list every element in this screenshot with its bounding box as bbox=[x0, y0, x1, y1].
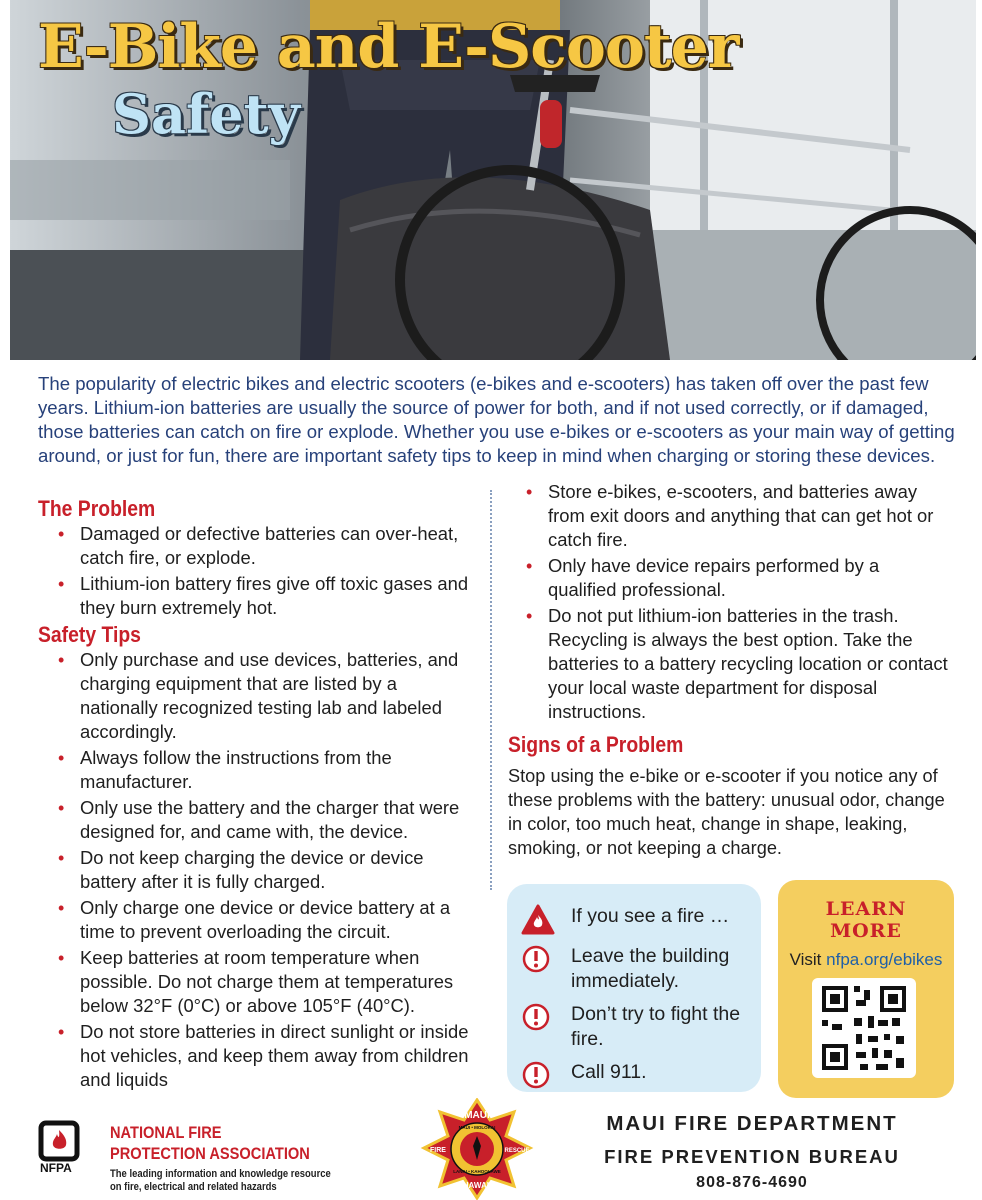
hero-photo bbox=[10, 0, 976, 360]
list-item: • Keep batteries at room temperature when possible. Do not charge them at temperatures below 32°F (0°C) or above 105°F (40°C). bbox=[38, 946, 478, 1018]
list-item: • Always follow the instructions from the manufacturer. bbox=[38, 746, 478, 794]
maui-fire-seal bbox=[418, 1098, 536, 1200]
problem-heading: The Problem bbox=[38, 496, 156, 521]
list-item: • Do not put lithium-ion batteries in the trash. Recycling is always the best option. Take the batteries to a battery recycling location or contact your local waste department for disposal instructions. bbox=[508, 604, 948, 724]
column-divider bbox=[490, 490, 492, 890]
left-column bbox=[38, 496, 478, 1094]
list-item: • Do not keep charging the device or device battery after it is fully charged. bbox=[38, 846, 478, 894]
list-item: • Damaged or defective batteries can over-heat, catch fire, or explode. bbox=[38, 522, 478, 570]
rear-light bbox=[540, 100, 562, 148]
intro-paragraph: The popularity of electric bikes and electric scooters (e-bikes and e-scooters) has taken off over the past few years. Lithium-ion batteries are usually the source of power for both, and if not used correctly, or if damaged, those batteries can catch on fire or explode. Whether you use e-bikes or e-scooters as your main way of getting around, or just for fun, there are important safety tips to keep in mind when charging or storing these devices. bbox=[38, 373, 955, 466]
page-title-line2: Safety bbox=[112, 82, 300, 146]
safety-tips-heading: Safety Tips bbox=[38, 622, 141, 647]
signs-heading: Signs of a Problem bbox=[508, 732, 684, 757]
learn-more-box bbox=[778, 880, 954, 1098]
alert-icon bbox=[521, 1060, 551, 1095]
fire-step-row bbox=[521, 1002, 751, 1052]
fire-title-row bbox=[521, 904, 751, 941]
nfpa-ebikes-link[interactable]: nfpa.org/ebikes bbox=[826, 950, 943, 969]
nfpa-abbrev: NFPA bbox=[40, 1161, 72, 1174]
svg-text:FIRE: FIRE bbox=[430, 1147, 446, 1154]
safety-tips-list-continued bbox=[508, 480, 948, 724]
fire-step-text: Call 911. bbox=[571, 1061, 647, 1083]
learn-more-label: LEARN MORE bbox=[825, 898, 907, 942]
list-item: • Store e-bikes, e-scooters, and batteries away from exit doors and anything that can get hot or catch fire. bbox=[508, 480, 948, 552]
signs-text: Stop using the e-bike or e-scooter if you notice any of these problems with the battery: unusual odor, change in color, too much heat, change in shape, leaking, smoking, or not keeping a charge. bbox=[508, 766, 945, 858]
fire-box-title: If you see a fire … bbox=[571, 905, 730, 927]
problem-list bbox=[38, 522, 478, 620]
learn-more-visit: Visit nfpa.org/ebikes bbox=[789, 950, 943, 969]
svg-text:LANAI • KAHOOLAWE: LANAI • KAHOOLAWE bbox=[453, 1169, 501, 1174]
fire-instructions-box bbox=[507, 884, 761, 1092]
right-column bbox=[508, 480, 948, 860]
list-item: • Only have device repairs performed by a qualified professional. bbox=[508, 554, 948, 602]
page-title-line1: E-Bike and E-Scooter bbox=[38, 12, 739, 82]
list-item: • Do not store batteries in direct sunlight or inside hot vehicles, and keep them away from children and liquids bbox=[38, 1020, 478, 1092]
bureau-name: FIRE PREVENTION BUREAU bbox=[604, 1146, 900, 1167]
nfpa-tagline: The leading information and knowledge resource on fire, electrical and related hazards bbox=[110, 1168, 331, 1193]
svg-text:MAUI: MAUI bbox=[464, 1110, 490, 1121]
fire-step-text: Don’t try to fight the fire. bbox=[571, 1003, 741, 1050]
list-item: • Only charge one device or device battery at a time to prevent overloading the circuit. bbox=[38, 896, 478, 944]
nfpa-logo bbox=[38, 1120, 88, 1179]
nfpa-name: NATIONAL FIRE PROTECTION ASSOCIATION bbox=[110, 1123, 310, 1163]
fire-step-row bbox=[521, 1060, 751, 1095]
fire-warning-icon bbox=[521, 904, 551, 941]
alert-icon bbox=[521, 1002, 551, 1037]
safety-tips-list bbox=[38, 648, 478, 1092]
fire-step-row bbox=[521, 944, 751, 994]
department-name: MAUI FIRE DEPARTMENT bbox=[606, 1112, 898, 1135]
fire-step-text: Leave the building immediately. bbox=[571, 945, 730, 992]
svg-text:MAUI • MOLOKAI: MAUI • MOLOKAI bbox=[458, 1125, 496, 1130]
list-item: • Lithium-ion battery fires give off toxic gases and they burn extremely hot. bbox=[38, 572, 478, 620]
svg-text:HAWAII: HAWAII bbox=[462, 1181, 492, 1190]
qr-code[interactable] bbox=[812, 978, 916, 1078]
list-item: • Only use the battery and the charger that were designed for, and came with, the device. bbox=[38, 796, 478, 844]
svg-text:RESCUE: RESCUE bbox=[504, 1148, 530, 1154]
phone-number: 808-876-4690 bbox=[696, 1174, 808, 1191]
alert-icon bbox=[521, 944, 551, 979]
list-item: • Only purchase and use devices, batteries, and charging equipment that are listed by a nationally recognized testing lab and labeled accordingly. bbox=[38, 648, 478, 744]
